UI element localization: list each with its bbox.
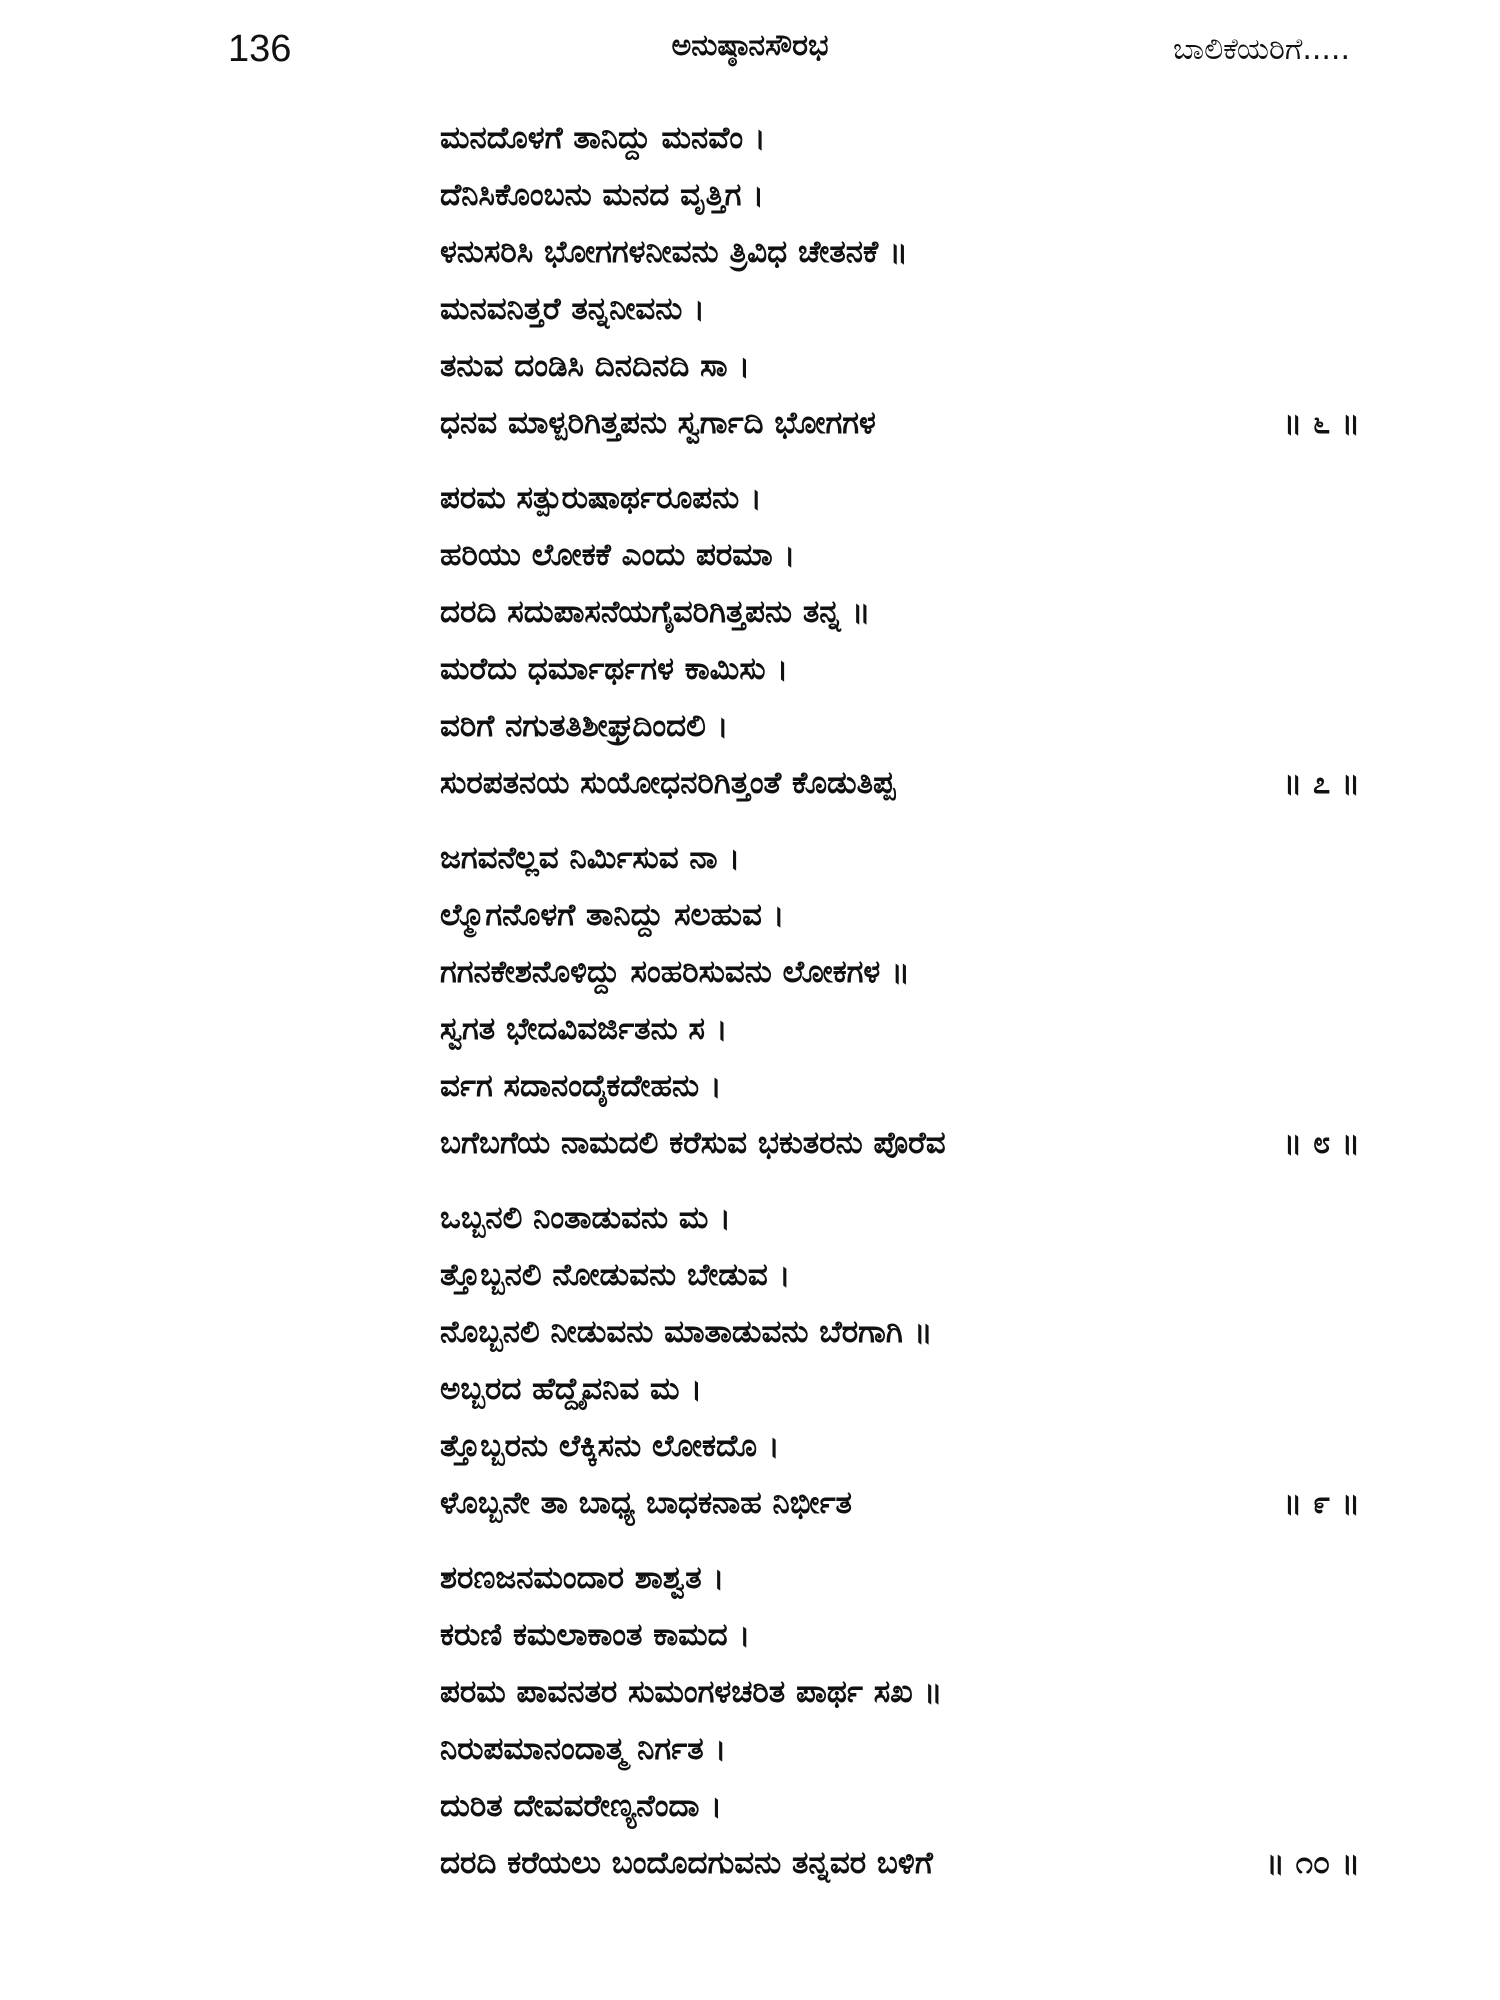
page-number: 136 bbox=[228, 28, 292, 70]
verse-line: ತ್ತೊಬ್ಬರನು ಲೆಕ್ಕಿಸನು ಲೋಕದೊ । bbox=[440, 1428, 780, 1464]
verse-number: ॥ ೯ ॥ bbox=[1283, 1485, 1360, 1521]
verse-number: ॥ ೬ ॥ bbox=[1283, 405, 1360, 441]
verse-line-last bbox=[440, 1115, 1360, 1172]
verse-line: ದೆನಿಸಿಕೊಂಬನು ಮನದ ವೃತ್ತಿಗ । bbox=[440, 177, 764, 213]
verse-line-last bbox=[440, 1835, 1360, 1892]
verse-number: ॥ ೮ ॥ bbox=[1283, 1125, 1360, 1161]
verse-line-text: ಳೊಬ್ಬನೇ ತಾ ಬಾಧ್ಯ ಬಾಧಕನಾಹ ನಿರ್ಭೀತ bbox=[440, 1485, 852, 1521]
verse-line: ನೊಬ್ಬನಲಿ ನೀಡುವನು ಮಾತಾಡುವನು ಬೆರಗಾಗಿ ॥ bbox=[440, 1314, 933, 1350]
verse-number: ॥ ೭ ॥ bbox=[1283, 765, 1360, 801]
verse-line-last bbox=[440, 755, 1360, 812]
stanza-9 bbox=[440, 1190, 1360, 1532]
verse-line: ಜಗವನೆಲ್ಲವ ನಿರ್ಮಿಸುವ ನಾ । bbox=[440, 840, 741, 876]
verse-line: ತನುವ ದಂಡಿಸಿ ದಿನದಿನದಿ ಸಾ । bbox=[440, 348, 751, 384]
verse-line: ದರದಿ ಸದುಪಾಸನೆಯಗೈವರಿಗಿತ್ತಪನು ತನ್ನ ॥ bbox=[440, 594, 871, 630]
verse-line-last bbox=[440, 1475, 1360, 1532]
verse-line: ಕರುಣಿ ಕಮಲಾಕಾಂತ ಕಾಮದ । bbox=[440, 1617, 751, 1653]
page-header bbox=[0, 22, 1500, 92]
verse-line: ರ್ವಗ ಸದಾನಂದೈಕದೇಹನು । bbox=[440, 1068, 722, 1104]
book-title: ಅನುಷ್ಠಾನಸೌರಭ bbox=[671, 28, 829, 63]
verse-line: ಪರಮ ಪಾವನತರ ಸುಮಂಗಳಚರಿತ ಪಾರ್ಥ ಸಖ ॥ bbox=[440, 1674, 943, 1710]
verse-line: ತ್ತೊಬ್ಬನಲಿ ನೋಡುವನು ಬೇಡುವ । bbox=[440, 1257, 791, 1293]
verse-line: ಗಗನಕೇಶನೊಳಿದ್ದು ಸಂಹರಿಸುವನು ಲೋಕಗಳ ॥ bbox=[440, 954, 910, 990]
verse-line: ನಿರುಪಮಾನಂದಾತ್ಮ ನಿರ್ಗತ । bbox=[440, 1731, 727, 1767]
verse-line: ದುರಿತ ದೇವವರೇಣ್ಯನೆಂದಾ । bbox=[440, 1788, 723, 1824]
verse-line: ಹರಿಯು ಲೋಕಕೆ ಎಂದು ಪರಮಾ । bbox=[440, 537, 796, 573]
stanza-7 bbox=[440, 470, 1360, 812]
verse-line: ಲ್ಮೊಗನೊಳಗೆ ತಾನಿದ್ದು ಸಲಹುವ । bbox=[440, 897, 785, 933]
verse-line: ಪರಮ ಸತ್ಪುರುಷಾರ್ಥರೂಪನು । bbox=[440, 480, 762, 516]
verse-line: ಮರೆದು ಧರ್ಮಾರ್ಥಗಳ ಕಾಮಿಸು । bbox=[440, 651, 789, 687]
poem-body bbox=[440, 110, 1360, 1910]
verse-line-last bbox=[440, 395, 1360, 452]
verse-line: ಒಬ್ಬನಲಿ ನಿಂತಾಡುವನು ಮ । bbox=[440, 1200, 731, 1236]
verse-line-text: ಧನವ ಮಾಳ್ಪರಿಗಿತ್ತಪನು ಸ್ವರ್ಗಾದಿ ಭೋಗಗಳ bbox=[440, 405, 876, 441]
verse-line: ಸ್ವಗತ ಭೇದವಿವರ್ಜಿತನು ಸ । bbox=[440, 1011, 728, 1047]
verse-number: ॥ ೧೦ ॥ bbox=[1265, 1845, 1360, 1881]
verse-line-text: ಸುರಪತನಯ ಸುಯೋಧನರಿಗಿತ್ತಂತೆ ಕೊಡುತಿಪ್ಪ bbox=[440, 765, 896, 801]
stanza-10 bbox=[440, 1550, 1360, 1892]
stanza-8 bbox=[440, 830, 1360, 1172]
verse-line: ವರಿಗೆ ನಗುತತಿಶೀಘ್ರದಿಂದಲಿ । bbox=[440, 708, 729, 744]
verse-line: ಮನವನಿತ್ತರೆ ತನ್ನನೀವನು । bbox=[440, 291, 705, 327]
verse-line: ಶರಣಜನಮಂದಾರ ಶಾಶ್ವತ । bbox=[440, 1560, 725, 1596]
running-head: ಬಾಲಿಕೆಯರಿಗೆ..... bbox=[1172, 32, 1350, 67]
verse-line: ಮನದೊಳಗೆ ತಾನಿದ್ದು ಮನವೆಂ । bbox=[440, 120, 766, 156]
verse-line: ಳನುಸರಿಸಿ ಭೋಗಗಳನೀವನು ತ್ರಿವಿಧ ಚೇತನಕೆ ॥ bbox=[440, 234, 908, 270]
verse-line-text: ಬಗೆಬಗೆಯ ನಾಮದಲಿ ಕರೆಸುವ ಭಕುತರನು ಪೊರೆವ bbox=[440, 1125, 946, 1161]
stanza-6 bbox=[440, 110, 1360, 452]
verse-line-text: ದರದಿ ಕರೆಯಲು ಬಂದೊದಗುವನು ತನ್ನವರ ಬಳಿಗೆ bbox=[440, 1845, 933, 1881]
verse-line: ಅಬ್ಬರದ ಹೆದ್ದೈವನಿವ ಮ । bbox=[440, 1371, 703, 1407]
